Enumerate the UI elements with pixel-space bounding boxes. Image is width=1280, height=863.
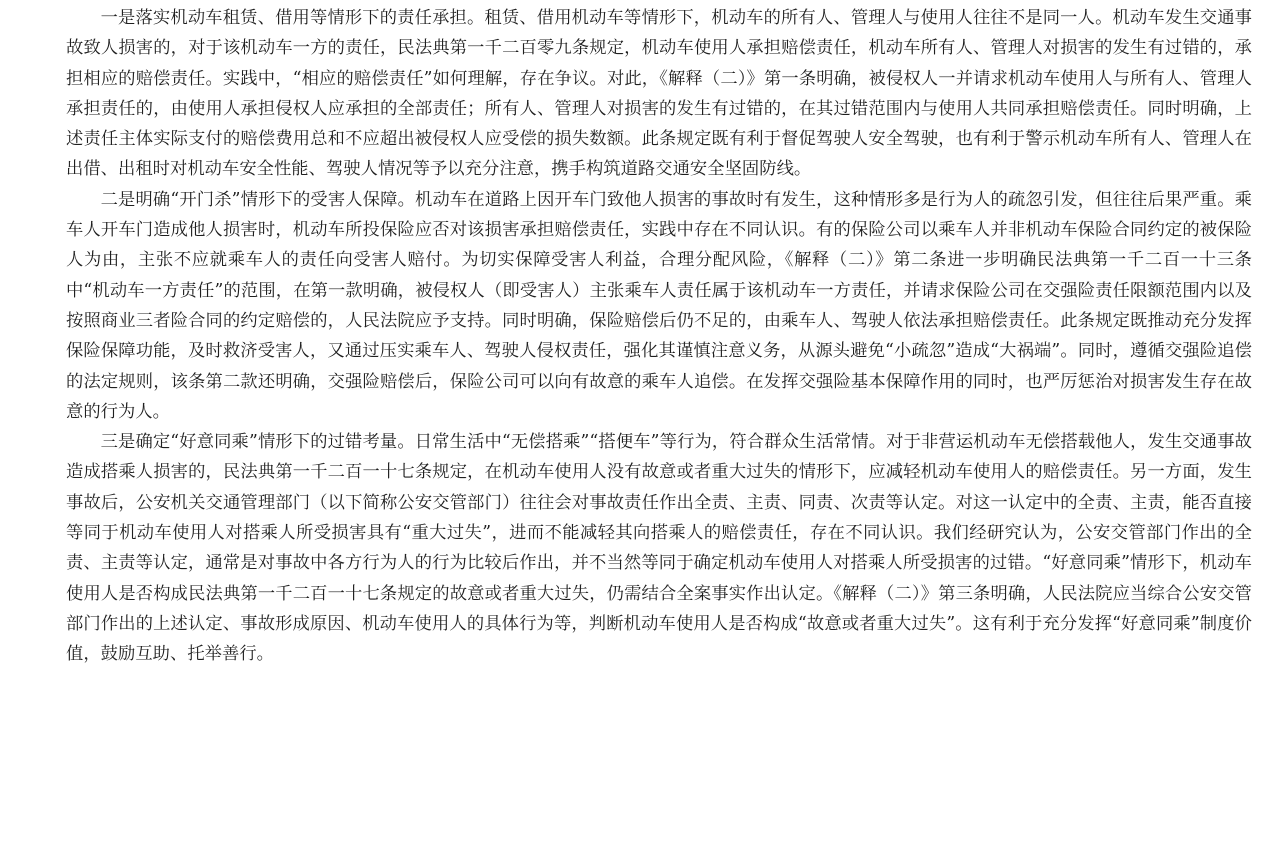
paragraph-door-opening-accident: 二是明确“开门杀”情形下的受害人保障。机动车在道路上因开车门致他人损害的事故时有发生，这种情形多是行为人的疏忽引发，但往往后果严重。乘车人开车门造成他人损害时，机动车所投保险应否对该损害承担赔偿责任，实践中存在不同认识。有的保险公司以乘车人并非机动车保险合同约定的被保险人为由，主张不应就乘车人的责任向受害人赔付。为切实保障受害人利益，合理分配风险，《解释（二）》第二条进一步明确民法典第一千二百一十三条中“机动车一方责任”的范围，在第一款明确，被侵权人（即受害人）主张乘车人责任属于该机动车一方责任，并请求保险公司在交强险责任限额范围内以及按照商业三者险合同的约定赔偿的，人民法院应予支持。同时明确，保险赔偿后仍不足的，由乘车人、驾驶人依法承担赔偿责任。此条规定既推动充分发挥保险保障功能，及时救济受害人，又通过压实乘车人、驾驶人侵权责任，强化其谨慎注意义务，从源头避免“小疏忽”造成“大祸端”。同时，遵循交强险追偿的法定规则，该条第二款还明确，交强险赔偿后，保险公司可以向有故意的乘车人追偿。在发挥交强险基本保障作用的同时，也严厉惩治对损害发生存在故意的行为人。 [66,189,1252,422]
paragraph-goodwill-ride-sharing: 三是确定“好意同乘”情形下的过错考量。日常生活中“无偿搭乘”“搭便车”等行为，符合群众生活常情。对于非营运机动车无偿搭载他人，发生交通事故造成搭乘人损害的，民法典第一千二百一十七条规定，在机动车使用人没有故意或者重大过失的情形下，应减轻机动车使用人的赔偿责任。另一方面，发生事故后，公安机关交通管理部门（以下简称公安交管部门）往往会对事故责任作出全责、主责、同责、次责等认定。对这一认定中的全责、主责，能否直接等同于机动车使用人对搭乘人所受损害具有“重大过失”，进而不能减轻其向搭乘人的赔偿责任，存在不同认识。我们经研究认为，公安交管部门作出的全责、主责等认定，通常是对事故中各方行为人的行为比较后作出，并不当然等同于确定机动车使用人对搭乘人所受损害的过错。“好意同乘”情形下，机动车使用人是否构成民法典第一千二百一十七条规定的故意或者重大过失，仍需结合全案事实作出认定。《解释（二）》第三条明确，人民法院应当综合公安交管部门作出的上述认定、事故形成原因、机动车使用人的具体行为等，判断机动车使用人是否构成“故意或者重大过失”。这有利于充分发挥“好意同乘”制度价值，鼓励互助、托举善行。 [66,432,1252,665]
article-body [66,0,1252,670]
paragraph-vehicle-rental-liability: 一是落实机动车租赁、借用等情形下的责任承担。租赁、借用机动车等情形下，机动车的所有人、管理人与使用人往往不是同一人。机动车发生交通事故致人损害的，对于该机动车一方的责任，民法典第一千二百零九条规定，机动车使用人承担赔偿责任，机动车所有人、管理人对损害的发生有过错的，承担相应的赔偿责任。实践中，“相应的赔偿责任”如何理解，存在争议。对此，《解释（二）》第一条明确，被侵权人一并请求机动车使用人与所有人、管理人承担责任的，由使用人承担侵权人应承担的全部责任；所有人、管理人对损害的发生有过错的，在其过错范围内与使用人共同承担赔偿责任。同时明确，上述责任主体实际支付的赔偿费用总和不应超出被侵权人应受偿的损失数额。此条规定既有利于督促驾驶人安全驾驶，也有利于警示机动车所有人、管理人在出借、出租时对机动车安全性能、驾驶人情况等予以充分注意，携手构筑道路交通安全坚固防线。 [66,8,1252,180]
